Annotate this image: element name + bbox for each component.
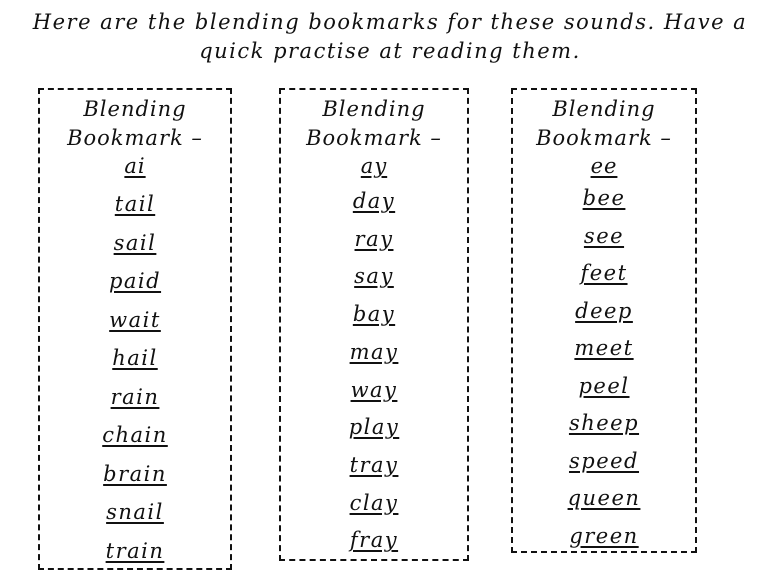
- bookmark-title-line-2: Bookmark –: [536, 126, 672, 150]
- bookmark-ee: [511, 88, 697, 553]
- word-item: deep: [575, 298, 633, 323]
- bookmark-sound: ay: [360, 154, 388, 178]
- bookmark-title: [513, 95, 695, 153]
- word-item: sail: [113, 230, 157, 255]
- word-list: [281, 183, 467, 560]
- word-item: meet: [574, 336, 634, 360]
- bookmark-title-line-2: Bookmark –: [306, 126, 442, 150]
- word-item: brain: [103, 461, 167, 486]
- bookmark-sound: ai: [124, 154, 146, 178]
- word-item: bee: [582, 186, 626, 210]
- word-list: [40, 185, 230, 570]
- bookmark-ay: [279, 88, 469, 561]
- word-item: way: [350, 377, 398, 402]
- bookmark-title-line-1: Blending: [322, 97, 426, 121]
- word-item: speed: [568, 448, 640, 473]
- bookmark-title-line-1: Blending: [83, 97, 187, 121]
- word-item: ray: [354, 226, 394, 251]
- word-item: tray: [349, 452, 399, 477]
- word-item: rain: [110, 384, 160, 409]
- word-item: chain: [102, 423, 168, 447]
- word-list: [513, 180, 695, 555]
- word-item: hail: [112, 346, 158, 370]
- word-item: play: [348, 415, 400, 440]
- word-item: snail: [106, 500, 164, 524]
- word-item: sheep: [568, 411, 640, 435]
- instructions: [0, 8, 780, 66]
- word-item: say: [354, 264, 394, 289]
- word-item: see: [583, 223, 625, 248]
- word-item: paid: [108, 269, 162, 293]
- word-item: day: [352, 189, 396, 213]
- word-item: queen: [567, 486, 641, 510]
- instructions-line-1: Here are the blending bookmarks for these sounds. Have a: [32, 10, 748, 34]
- bookmark-title-line-2: Bookmark –: [67, 126, 203, 150]
- word-item: clay: [349, 490, 399, 515]
- word-item: green: [569, 523, 639, 548]
- word-item: train: [105, 538, 165, 563]
- bookmark-title: [281, 95, 467, 153]
- word-item: fray: [349, 528, 399, 553]
- bookmark-title-line-1: Blending: [552, 97, 656, 121]
- bookmark-title: [40, 95, 230, 153]
- word-item: tail: [114, 192, 156, 216]
- bookmark-sound: ee: [590, 154, 618, 178]
- instructions-line-2: quick practise at reading them.: [199, 39, 581, 63]
- word-item: may: [349, 339, 399, 364]
- word-item: bay: [352, 302, 396, 327]
- bookmark-ai: [38, 88, 232, 570]
- word-item: peel: [578, 373, 630, 398]
- word-item: wait: [109, 307, 161, 332]
- word-item: feet: [580, 261, 628, 285]
